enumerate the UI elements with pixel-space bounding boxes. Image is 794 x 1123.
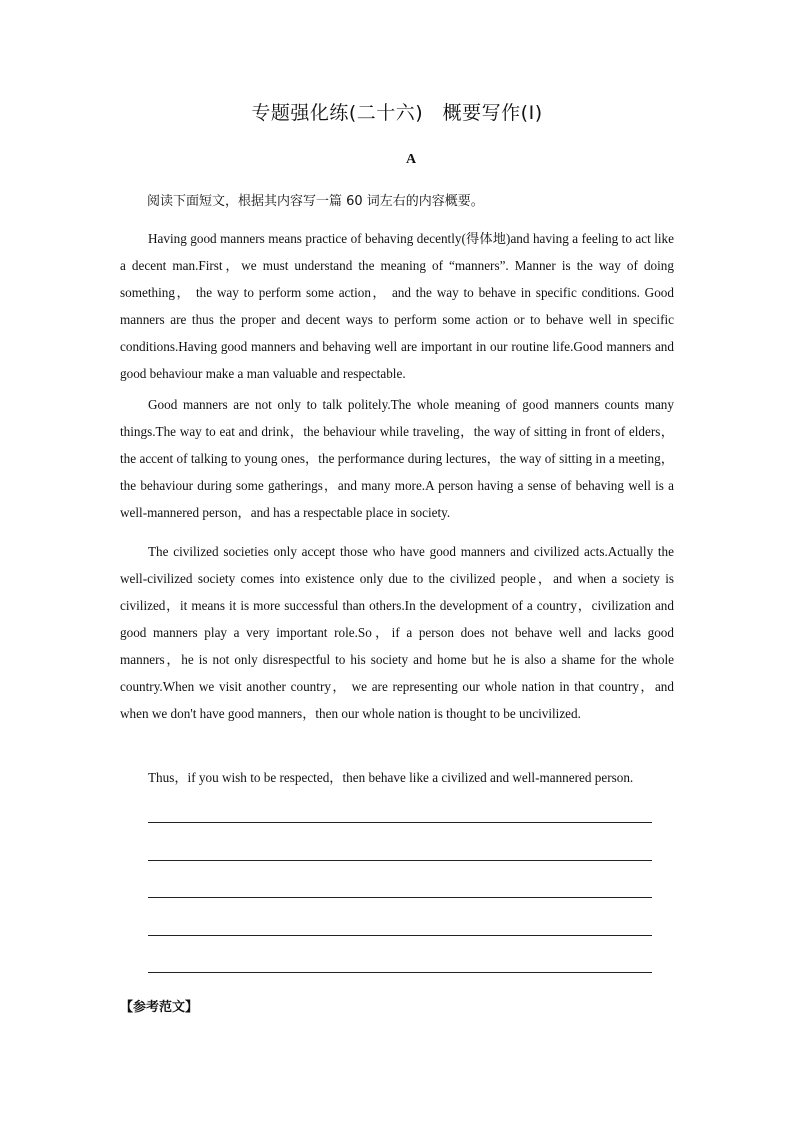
passage-paragraph-3: The civilized societies only accept those who have good manners and civilized acts.Actually the well-civilized society comes into existence only due to the civilized people，and when a society is civilized，it means it is more successful than others.In the development of a country，civilization and good manners play a very important role.So，if a person does not behave well and lacks good manners，he is not only disrespectful to his society and home but he is also a shame for the whole country.When we visit another country， we are representing our whole nation in that country，and when we don't have good manners，then our whole nation is thought to be uncivilized. — [120, 544, 674, 721]
answer-line[interactable] — [148, 935, 652, 936]
passage-paragraph-4: Thus，if you wish to be respected，then behave like a civilized and well-mannered person. — [148, 770, 634, 785]
answer-line[interactable] — [148, 860, 652, 861]
answer-line[interactable] — [148, 972, 652, 973]
page-title: 专题强化练(二十六) 概要写作(Ⅰ) — [251, 102, 543, 124]
answer-line[interactable] — [148, 822, 652, 823]
section-label: A — [405, 152, 417, 167]
answer-line[interactable] — [148, 897, 652, 898]
passage-paragraph-2: Good manners are not only to talk politely.The whole meaning of good manners counts many things.The way to eat and drink，the behaviour while traveling，the way of sitting in front of elders，the accent of talking to young ones，the performance during lectures，the way of sitting in a meeting，the behaviour during some gatherings，and many more.A person having a sense of behaving well is a well-mannered person，and has a respectable place in society. — [120, 397, 674, 520]
task-instruction: 阅读下面短文，根据其内容写一篇 60 词左右的内容概要。 — [147, 194, 484, 209]
reference-answer-label: 【参考范文】 — [120, 1000, 199, 1015]
passage-paragraph-1: Having good manners means practice of behaving decently(得体地)and having a feeling to act like a decent man.First，we must understand the meaning of “manners”. Manner is the way of doing something， the way to perform some action， and the way to behave in specific conditions. Good manners are thus the proper and decent ways to perform some action or to behave well in specific conditions.Having good manners and behaving well are important in our routine life.Good manners and good behaviour make a man valuable and respectable. — [120, 231, 674, 381]
